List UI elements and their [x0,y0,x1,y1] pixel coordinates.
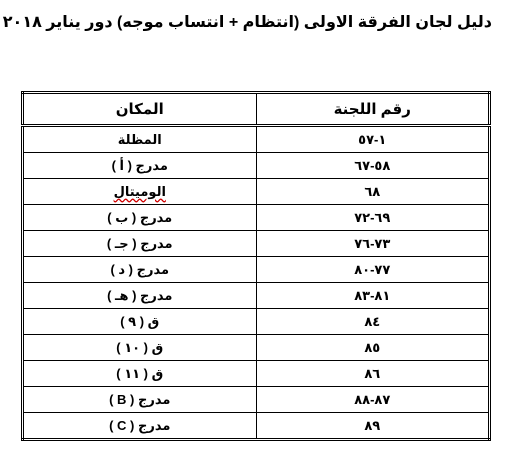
cell-place: مدرج ( B ) [23,387,257,413]
committee-table [21,91,491,441]
cell-place: المظلة [23,126,257,153]
header-place: المكان [23,93,257,126]
cell-place: ق ( ١٠ ) [23,335,257,361]
table-row [23,413,490,440]
spellcheck-underlined-text: الوميتال [113,183,166,199]
cell-place: مدرج ( هـ ) [23,283,257,309]
cell-committee-number: ٧٧-٨٠ [256,257,490,283]
cell-committee-number: ٦٨ [256,179,490,205]
cell-committee-number: ٨٦ [256,361,490,387]
cell-place: مدرج ( د ) [23,257,257,283]
cell-committee-number: ٨٤ [256,309,490,335]
header-committee-number: رقم اللجنة [256,93,490,126]
table-row [23,153,490,179]
table-row [23,335,490,361]
table-row [23,126,490,153]
cell-committee-number: ٧٣-٧٦ [256,231,490,257]
table-row [23,283,490,309]
cell-place: مدرج ( C ) [23,413,257,440]
cell-committee-number: ٨٥ [256,335,490,361]
cell-place: مدرج ( أ ) [23,153,257,179]
table-row [23,361,490,387]
cell-committee-number: ٨١-٨٣ [256,283,490,309]
table-row [23,309,490,335]
cell-committee-number: ٨٩ [256,413,490,440]
table-row [23,257,490,283]
table-row [23,205,490,231]
table-row [23,231,490,257]
cell-committee-number: ٦٩-٧٢ [256,205,490,231]
cell-committee-number: ٨٧-٨٨ [256,387,490,413]
cell-committee-number: ١-٥٧ [256,126,490,153]
cell-committee-number: ٥٨-٦٧ [256,153,490,179]
cell-place: مدرج ( جـ ) [23,231,257,257]
table-header-row [23,93,490,126]
cell-place: ق ( ٩ ) [23,309,257,335]
cell-place: مدرج ( ب ) [23,205,257,231]
cell-place: ق ( ١١ ) [23,361,257,387]
table-row [23,387,490,413]
table-row [23,179,490,205]
document-title: دليل لجان الفرقة الاولى (انتظام + انتساب موجه) دور يناير ٢٠١٨ [2,14,492,31]
cell-place [23,179,257,205]
